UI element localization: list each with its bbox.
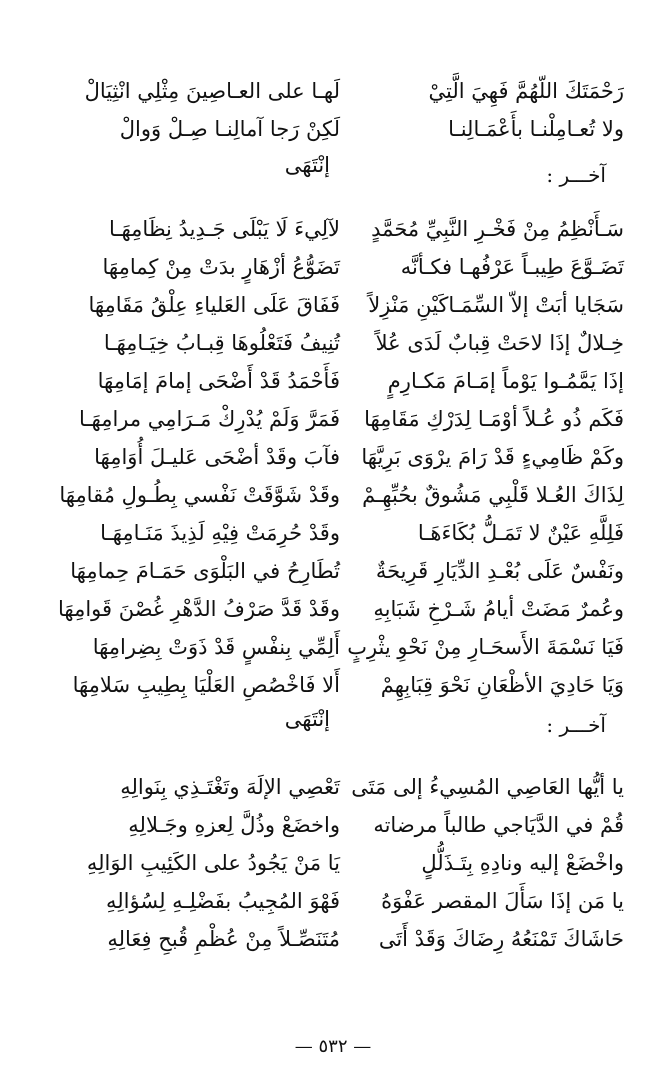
verse-left: فَهْوَ المُجِيبُ بفَضْلِـهِ لِسُؤالِهِ: [106, 889, 340, 913]
verse-left: مُتَنَصِّـلاً مِنْ عُظْمِ قُبحِ فِعَالِهِ: [107, 927, 340, 951]
verse-right: خِـلالٌ إذَا لاحَتْ قِبابٌ لَدَى عُلاً: [375, 331, 624, 355]
verse-left: فَفَاقَ عَلَى العَلياءِ عِلْقُ مَقَامِهَا: [88, 293, 340, 317]
verse-right: قُمْ في الدَّيَاجي طالباً مرضاته: [373, 813, 624, 837]
verse-left: أَلِمِّي بِنفْسٍ قَدْ ذَوَتْ بِضِرامِهَا: [92, 635, 340, 659]
verse-right: يا مَن إذَا سَأَلَ المقصر عَفْوَهُ: [381, 889, 624, 913]
verse-right: فَلِلَّهِ عَيْنٌ لا تَمَـلُّ بُكَاءَهَـا: [417, 521, 624, 545]
verse-left: تُطَارِحُ في البَلْوَى حَمَـامَ حِمامِهَا: [70, 559, 340, 583]
section-header: آخـــر :: [546, 713, 606, 737]
verse-right: سَـأَنْظِمُ مِنْ فَخْـرِ النَّبِيِّ مُحَمَّدٍ: [371, 217, 624, 241]
verse-right: واخْضَعْ إليه ونادِهِ بِتَـذَلُّلٍ: [421, 851, 624, 875]
verse-left: لآلِيءَ لَا يَبْلَى جَـدِيدُ نِظَامِهَـا: [108, 217, 340, 241]
verse-left: لَهـا على العـاصِينَ مِثْلِي انْثِيَالْ: [84, 79, 340, 103]
verse-left: وقَدْ حُرِمَتْ فِيْهِ لَذِيذَ مَنَـامِهَـا: [100, 521, 340, 545]
verse-left: تَعْصِي الإلَهَ وتَغْتَـذِي بِنَوالِهِ: [120, 775, 340, 799]
verse-left: وقَدْ شَوَّقَتْ نَفْسي بِطُـولِ مُقامِهَا: [59, 483, 340, 507]
verse-right: وَيَا حَادِيَ الأظْعَانِ نَحْوَ قِبَابِهِمْ: [380, 673, 624, 697]
verse-left: فآبَ وقَدْ أضْحَى عَليـلَ أُوَامِهَا: [94, 445, 340, 469]
verse-left: فَمَرَّ وَلَمْ يُدْرِكْ مَـرَامِي مرامِهَـا: [78, 407, 340, 431]
verse-right: ولا تُعـامِلْنـا بأَعْمَـالِنـا: [448, 117, 624, 141]
verse-left: يَا مَنْ يَجُودُ على الكَئِيبِ الوَالِهِ: [86, 851, 340, 875]
section-header: آخـــر :: [546, 163, 606, 187]
verse-left: وقَدْ قَدَّ صَرْفُ الدَّهْرِ غُصْنَ قَوامِهَا: [58, 597, 340, 621]
verse-left: أَلا فَاخْصُصِ العَلْيَا بِطِيبِ سَلامِهَا: [72, 673, 340, 697]
verse-right: يا أيُّها العَاصِي المُسِيءُ إلى مَتَى: [351, 775, 624, 799]
verse-right: سَجَايا أبَتْ إلاّ السِّمَـاكَيْنِ مَنْزِلاً: [368, 293, 624, 317]
verse-left: واخضَعْ وذُلَّ لِعزهِ وجَـلالِهِ: [128, 813, 340, 837]
verse-right: ونَفْسٌ عَلَى بُعْـدِ الدِّيَارِ قَرِيحَةٌ: [375, 559, 624, 583]
section-end-marker: إنْتَهَى: [284, 153, 330, 177]
verse-left: لَكِنْ رَجا آمالِنـا صِـلْ وَوالْ: [119, 117, 340, 141]
verse-right: تَضَـوَّعَ طِيبـاً عَرْفُهـا فكـأنَّه: [400, 255, 624, 279]
verse-left: فَأَحْمَدُ قَدْ أَضْحَى إمامَ إمَامِهَا: [97, 369, 340, 393]
verse-right: وعُمرٌ مَضَتْ أيامُ شَـرْخِ شَبَابِهِ: [373, 597, 624, 621]
verse-right: رَحْمَتَكَ اللّهُمَّ فَهِيَ الَّتِيْ: [428, 79, 624, 103]
verse-right: لِذَاكَ العُـلا قَلْبِي مَشُوقٌ بحُبِّهِـمْ: [362, 483, 624, 507]
verse-right: وكَمْ ظَامِيءٍ قَدْ رَامَ يرْوَى بَرِيَّهَا: [361, 445, 624, 469]
verse-left: تُنِيفُ فَتَعْلُوهَا قِبـابُ خِيَـامِهَـا: [103, 331, 340, 355]
page-number: — ٥٣٢ —: [294, 1036, 372, 1057]
section-end-marker: إنْتَهَى: [284, 707, 330, 731]
verse-right: إذَا يَمَّمُـوا يَوْماً إمَـامَ مَكـارِمٍ: [387, 369, 624, 393]
verse-right: فَكَم ذُو عُـلاً أوْمَـا لِدَرْكِ مَقَامِهَا: [364, 407, 624, 431]
verse-right: فَيَا نَسْمَةَ الأَسحَـارِ مِنْ نَحْوِ يثْرِبٍ: [347, 635, 624, 659]
verse-left: تَضَوُّعُ أزْهَارٍ بدَتْ مِنْ كِمامِهَا: [102, 255, 340, 279]
verse-right: حَاشَاكَ تَمْنَعُهُ رِضَاكَ وَقَدْ أَتَى: [378, 927, 624, 951]
